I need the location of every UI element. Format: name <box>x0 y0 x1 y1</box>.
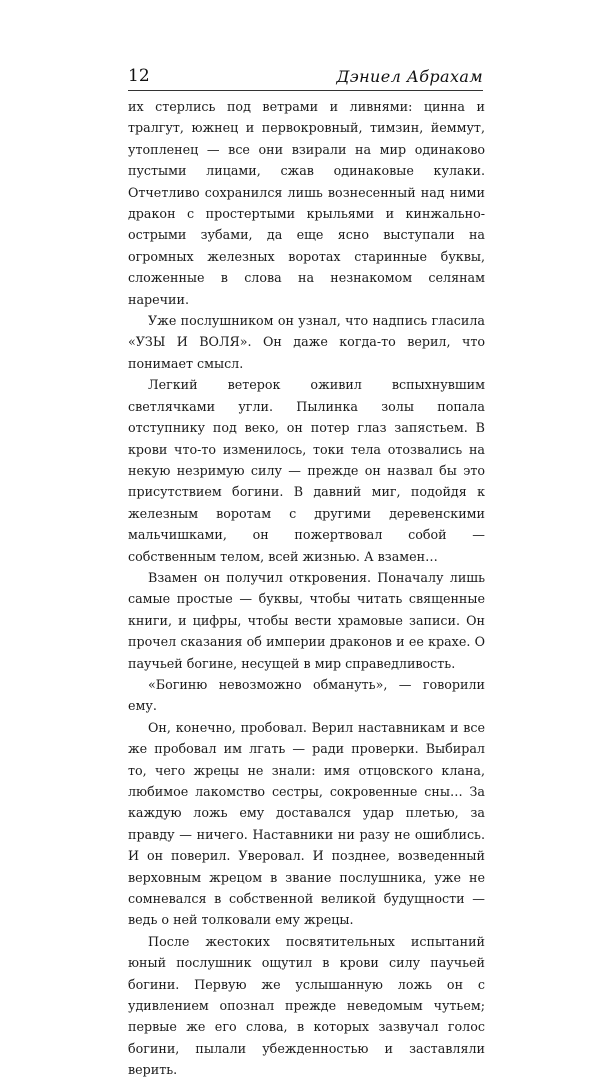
page-number: 12 <box>128 66 150 86</box>
paragraph-continuation: их стерлись под ветрами и ливнями: цинна и тралгут, южнец и первокровный, тимзин, йеммут, утопленец — все они взирали на мир одинаково пустыми лицами, сжав одинаковые кулаки. Отчетливо сохранился лишь вознесенный над ними дракон с простертыми крыльями и кинжально-острыми зубами, да еще ясно выступали на огромных железных воротах старинные буквы, сложенные в слова на незнакомом селянам наречии. <box>128 99 485 307</box>
paragraph: Легкий ветерок оживил вспыхнувшим светлячками угли. Пылинка золы попала отступнику под веко, он потер глаз запястьем. В крови что-то изменилось, токи тела отозвались на некую незримую силу — прежде он назвал бы это присутствием богини. В давний миг, подойдя к железным воротам с другими деревенскими мальчишками, он пожертвовал собой — собственным телом, всей жизнью. А взамен… <box>128 377 485 564</box>
running-header <box>128 66 483 91</box>
paragraph: Уже послушником он узнал, что надпись гласила «УЗЫ И ВОЛЯ». Он даже когда-то верил, что понимает смысл. <box>128 313 485 371</box>
paragraph: Взамен он получил откровения. Поначалу лишь самые простые — буквы, чтобы читать священные книги, и цифры, чтобы вести храмовые записи. Он прочел сказания об империи драконов и ее крахе. О паучьей богине, несущей в мир справедливость. <box>128 569 485 671</box>
book-author: Дэниел Абрахам <box>336 67 483 86</box>
paragraph: Он, конечно, пробовал. Верил наставникам и все же пробовал им лгать — ради проверки. Выбирал то, чего жрецы не знали: имя отцовского клана, любимое лакомство сестры, сокровенные сны… За каждую ложь ему доставался удар плетью, за правду — ничего. Наставники ни разу не ошиблись. И он поверил. Уверовал. И позднее, возведенный верховным жрецом в звание послушника, уже не сомневался в собственной великой будущности — ведь о ней толковали ему жрецы. <box>128 719 485 928</box>
body-text <box>128 96 485 1081</box>
paragraph: После жестоких посвятительных испытаний юный послушник ощутил в крови силу паучьей богини. Первую же услышанную ложь он с удивлением опознал прежде неведомым чутьем; первые же его слова, в которых зазвучал голос богини, пылали убежденностью и заставляли верить. <box>128 933 485 1078</box>
paragraph: «Богиню невозможно обмануть», — говорили ему. <box>128 676 485 714</box>
